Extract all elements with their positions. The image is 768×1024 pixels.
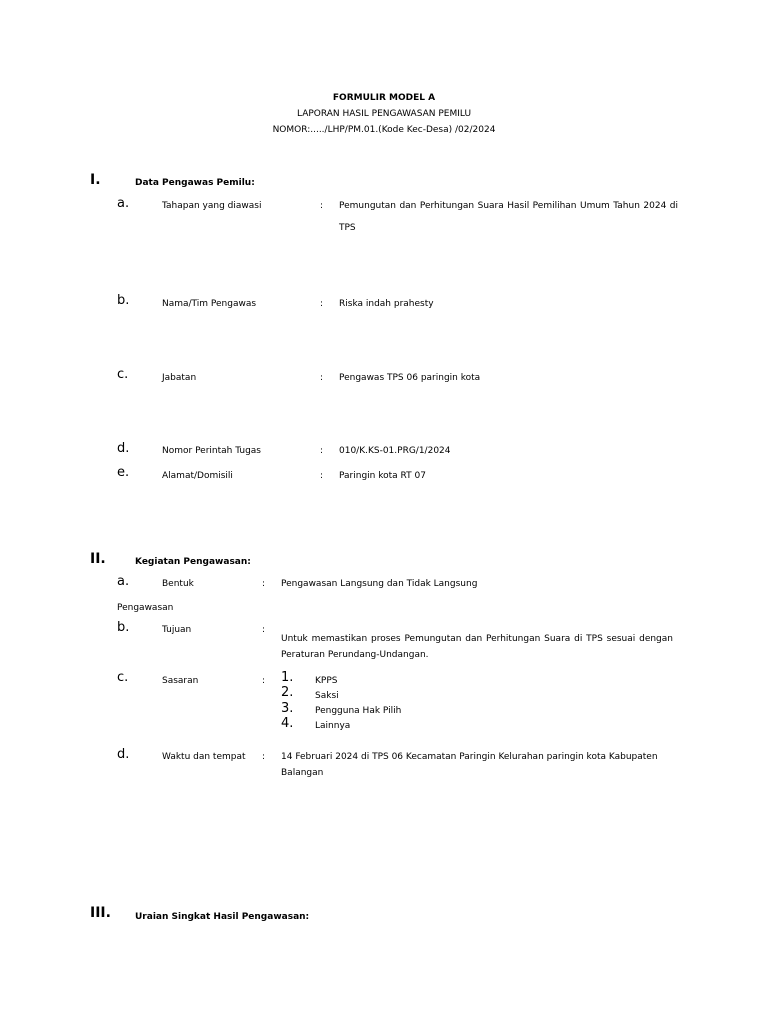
- field-value-alamat: Paringin kota RT 07: [339, 471, 426, 481]
- field-value-nama: Riska indah prahesty: [339, 299, 434, 309]
- field-label-tujuan: Tujuan: [162, 625, 192, 635]
- list-item: KPPS: [315, 676, 338, 686]
- field-value-bentuk-wrap: Pengawasan: [117, 603, 174, 613]
- field-label-jabatan: Jabatan: [162, 373, 197, 383]
- field-separator: :: [262, 752, 266, 762]
- section-2-numeral: II.: [90, 551, 106, 567]
- section-3-numeral: III.: [90, 905, 111, 921]
- item-marker: c.: [117, 670, 129, 685]
- field-value-tahapan-cont: TPS: [339, 223, 356, 233]
- field-separator: :: [320, 373, 324, 383]
- list-item: Lainnya: [315, 721, 351, 731]
- item-marker: a.: [117, 574, 130, 589]
- list-number: 4.: [281, 716, 294, 731]
- field-label-tahapan: Tahapan yang diawasi: [162, 201, 262, 211]
- item-marker: c.: [117, 367, 129, 382]
- field-value-nomor: 010/K.KS-01.PRG/1/2024: [339, 446, 451, 456]
- item-marker: b.: [117, 620, 130, 635]
- section-1-numeral: I.: [90, 172, 101, 188]
- list-item: Saksi: [315, 691, 339, 701]
- field-label-nomor: Nomor Perintah Tugas: [162, 446, 261, 456]
- item-marker: a.: [117, 196, 130, 211]
- list-number: 1.: [281, 670, 294, 685]
- item-marker: d.: [117, 747, 130, 762]
- section-1-title: Data Pengawas Pemilu:: [135, 178, 255, 188]
- list-item: Pengguna Hak Pilih: [315, 706, 402, 716]
- field-value-jabatan: Pengawas TPS 06 paringin kota: [339, 373, 481, 383]
- field-separator: :: [320, 446, 324, 456]
- field-label-sasaran: Sasaran: [162, 676, 199, 686]
- list-number: 3.: [281, 701, 294, 716]
- field-value-bentuk: Pengawasan Langsung dan Tidak Langsung: [281, 579, 478, 589]
- field-value-tahapan: Pemungutan dan Perhitungan Suara Hasil Pemilihan Umum Tahun 2024 di: [339, 201, 678, 211]
- field-separator: :: [320, 471, 324, 481]
- field-label-nama: Nama/Tim Pengawas: [162, 299, 257, 309]
- section-2-title: Kegiatan Pengawasan:: [135, 557, 251, 567]
- section-3-title: Uraian Singkat Hasil Pengawasan:: [135, 912, 310, 922]
- field-separator: :: [262, 676, 266, 686]
- item-marker: d.: [117, 441, 130, 456]
- field-value-tujuan: Untuk memastikan proses Pemungutan dan Perhitungan Suara di TPS sesuai dengan: [281, 634, 673, 644]
- field-value-waktu-cont: Balangan: [281, 768, 324, 778]
- field-value-waktu: 14 Februari 2024 di TPS 06 Kecamatan Paringin Kelurahan paringin kota Kabupaten: [281, 752, 658, 762]
- field-label-waktu: Waktu dan tempat: [162, 752, 246, 762]
- field-separator: :: [262, 625, 266, 635]
- field-label-alamat: Alamat/Domisili: [162, 471, 233, 481]
- form-title: FORMULIR MODEL A: [332, 93, 436, 103]
- field-separator: :: [320, 201, 324, 211]
- field-separator: :: [262, 579, 266, 589]
- list-number: 2.: [281, 685, 294, 700]
- form-number: NOMOR:...../LHP/PM.01.(Kode Kec-Desa) /02/2024: [272, 125, 496, 135]
- item-marker: b.: [117, 293, 130, 308]
- form-subtitle: LAPORAN HASIL PENGAWASAN PEMILU: [296, 109, 472, 119]
- field-value-tujuan-cont: Peraturan Perundang-Undangan.: [281, 650, 429, 660]
- item-marker: e.: [117, 465, 130, 480]
- field-label-bentuk: Bentuk: [162, 579, 194, 589]
- field-separator: :: [320, 299, 324, 309]
